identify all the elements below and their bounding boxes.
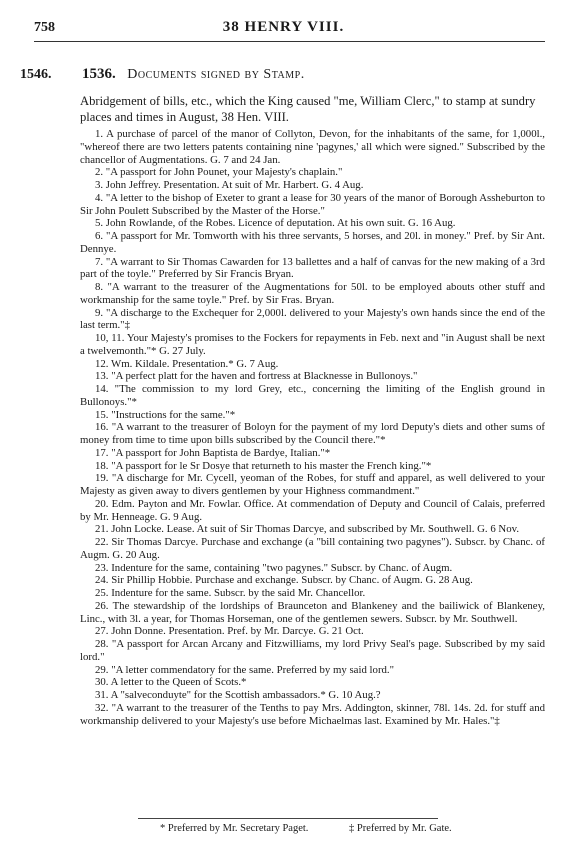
entry-item: 29. "A letter commendatory for the same. Preferred by my said lord." [95, 663, 395, 676]
entry-item: 5. John Rowlande, of the Robes. Licence of deputation. At his own suit. G. 16 Aug. [95, 217, 456, 230]
entry-item: 17. "A passport for John Baptista de Bardye, Italian."* [95, 446, 331, 459]
footnote: * Preferred by Mr. Secretary Paget. [160, 823, 309, 834]
running-title: 38 HENRY VIII. [222, 19, 345, 35]
section-heading [82, 66, 305, 83]
entry-item: 25. Indenture for the same. Subscr. by the said Mr. Chancellor. [95, 587, 366, 599]
entry-item: 4. "A letter to the bishop of Exeter to grant a lease for 30 years of the manor of Borough Assheburton to Sir John Poulett Subscribed by the Master of the Horse." [80, 191, 545, 217]
section-year: 1536. [82, 66, 116, 82]
margin-year: 1546. [20, 67, 52, 82]
entry-item: 26. The stewardship of the lordships of Braunceton and Blankeney and the bailiwick of Blankeney, Linc., with 3l. a year, for Thomas Horseman, one of the gentlemen sewers. Subscr. by Mr. Southwell. [80, 599, 545, 625]
footnotes [160, 823, 500, 834]
entry-item: 3. John Jeffrey. Presentation. At suit of Mr. Harbert. G. 4 Aug. [95, 179, 364, 191]
entry-item: 23. Indenture for the same, containing "two pagynes." Subscr. by Chanc. of Augm. [95, 561, 453, 574]
header-rule [34, 41, 545, 42]
entry-item: 2. "A passport for John Pounet, your Majesty's chaplain." [95, 166, 343, 179]
entry-item: 19. "A discharge for Mr. Cycell, yeoman of the Robes, for stuff and apparel, as well delivered to your Majesty as given away to divers gentlemen by your Highness commandment." [80, 472, 545, 497]
footnote-rule [138, 818, 438, 819]
entry-item: 32. "A warrant to the treasurer of the Tenths to pay Mrs. Addington, skinner, 78l. 14s. 2d. for stuff and workmanship delivered to your Majesty's use before Michaelmas last. Examined by Mr. Hales."‡ [80, 701, 545, 727]
entry-item: 15. "Instructions for the same."* [95, 408, 236, 421]
entry-item: 31. A "salveconduyte" for the Scottish ambassadors.* G. 10 Aug.? [95, 689, 381, 701]
entry-item: 21. John Locke. Lease. At suit of Sir Thomas Darcye, and subscribed by Mr. Southwell. G. 6 Nov. [95, 523, 520, 536]
entry-item: 18. "A passport for le Sr Dosye that returneth to his master the French king."* [95, 459, 432, 472]
entry-item: 27. John Donne. Presentation. Pref. by Mr. Darcye. G. 21 Oct. [95, 625, 364, 638]
intro-paragraph: Abridgement of bills, etc., which the King caused "me, William Clerc," to stamp at sundry places and times in August, 38 Hen. VIII. [80, 94, 536, 124]
entry-item: 12. Wm. Kildale. Presentation.* G. 7 Aug. [95, 357, 279, 370]
entry-item: 14. "The commission to my lord Grey, etc., concerning the limiting of the English ground in Bullonoys."* [80, 383, 545, 408]
page-number: 758 [34, 20, 55, 35]
entry-item: 24. Sir Phillip Hobbie. Purchase and exchange. Subscr. by Chanc. of Augm. G. 28 Aug. [95, 574, 473, 587]
entry-item: 16. "A warrant to the treasurer of Boloyn for the payment of my lord Deputy's diets and other sums of money from time to time upon bills subscribed by the Council there."* [80, 421, 545, 446]
entry-item: 22. Sir Thomas Darcye. Purchase and exchange (a "bill containing two pagynes"). Subscr. by Chanc. of Augm. G. 20 Aug. [80, 536, 545, 561]
entry-item: 1. A purchase of parcel of the manor of Collyton, Devon, for the inhabitants of the same, for 1,000l., "whereof there are two letters patents containing nine 'pagynes,' all which were signed." Subscribed by the chancellor of Augmentations. G. 7 and 24 Jan. [80, 128, 545, 166]
entry-item: 28. "A passport for Arcan Arcany and Fitzwilliams, my lord Privy Seal's page. Subscribed by my said lord." [80, 638, 545, 663]
entry-list [80, 128, 545, 727]
footnote: ‡ Preferred by Mr. Gate. [349, 823, 452, 834]
entry-item: 13. "A perfect platt for the haven and fortress at Blacknesse in Bullonoys." [95, 370, 418, 383]
entry-item: 20. Edm. Payton and Mr. Fowlar. Office. At commendation of Deputy and Council of Calais, preferred by Mr. Henneage. G. 9 Aug. [80, 497, 545, 523]
entry-item: 9. "A discharge to the Exchequer for 2,000l. delivered to your Majesty's own hands since the end of the last term."‡ [80, 306, 545, 332]
entry-item: 6. "A passport for Mr. Tomworth with his three servants, 5 horses, and 20l. in money." Pref. by Sir Ant. Dennye. [80, 230, 545, 255]
entry-item: 7. "A warrant to Sir Thomas Cawarden for 13 ballettes and a half of canvas for the new making of a 3rd part of the toyle." Preferred by Sir Francis Bryan. [80, 255, 545, 281]
entry-item: 8. "A warrant to the treasurer of the Augmentations for 50l. to be employed abouts other stuff and workmanship for the same toyle." Pref. by Sir Fras. Bryan. [80, 281, 545, 306]
entry-item: 30. A letter to the Queen of Scots.* [95, 676, 247, 689]
entry-item: 10, 11. Your Majesty's promises to the Fockers for repayments in Feb. next and "in August shall be next a twelvemonth."* G. 27 July. [80, 332, 545, 357]
section-title: Documents signed by Stamp. [127, 67, 305, 82]
